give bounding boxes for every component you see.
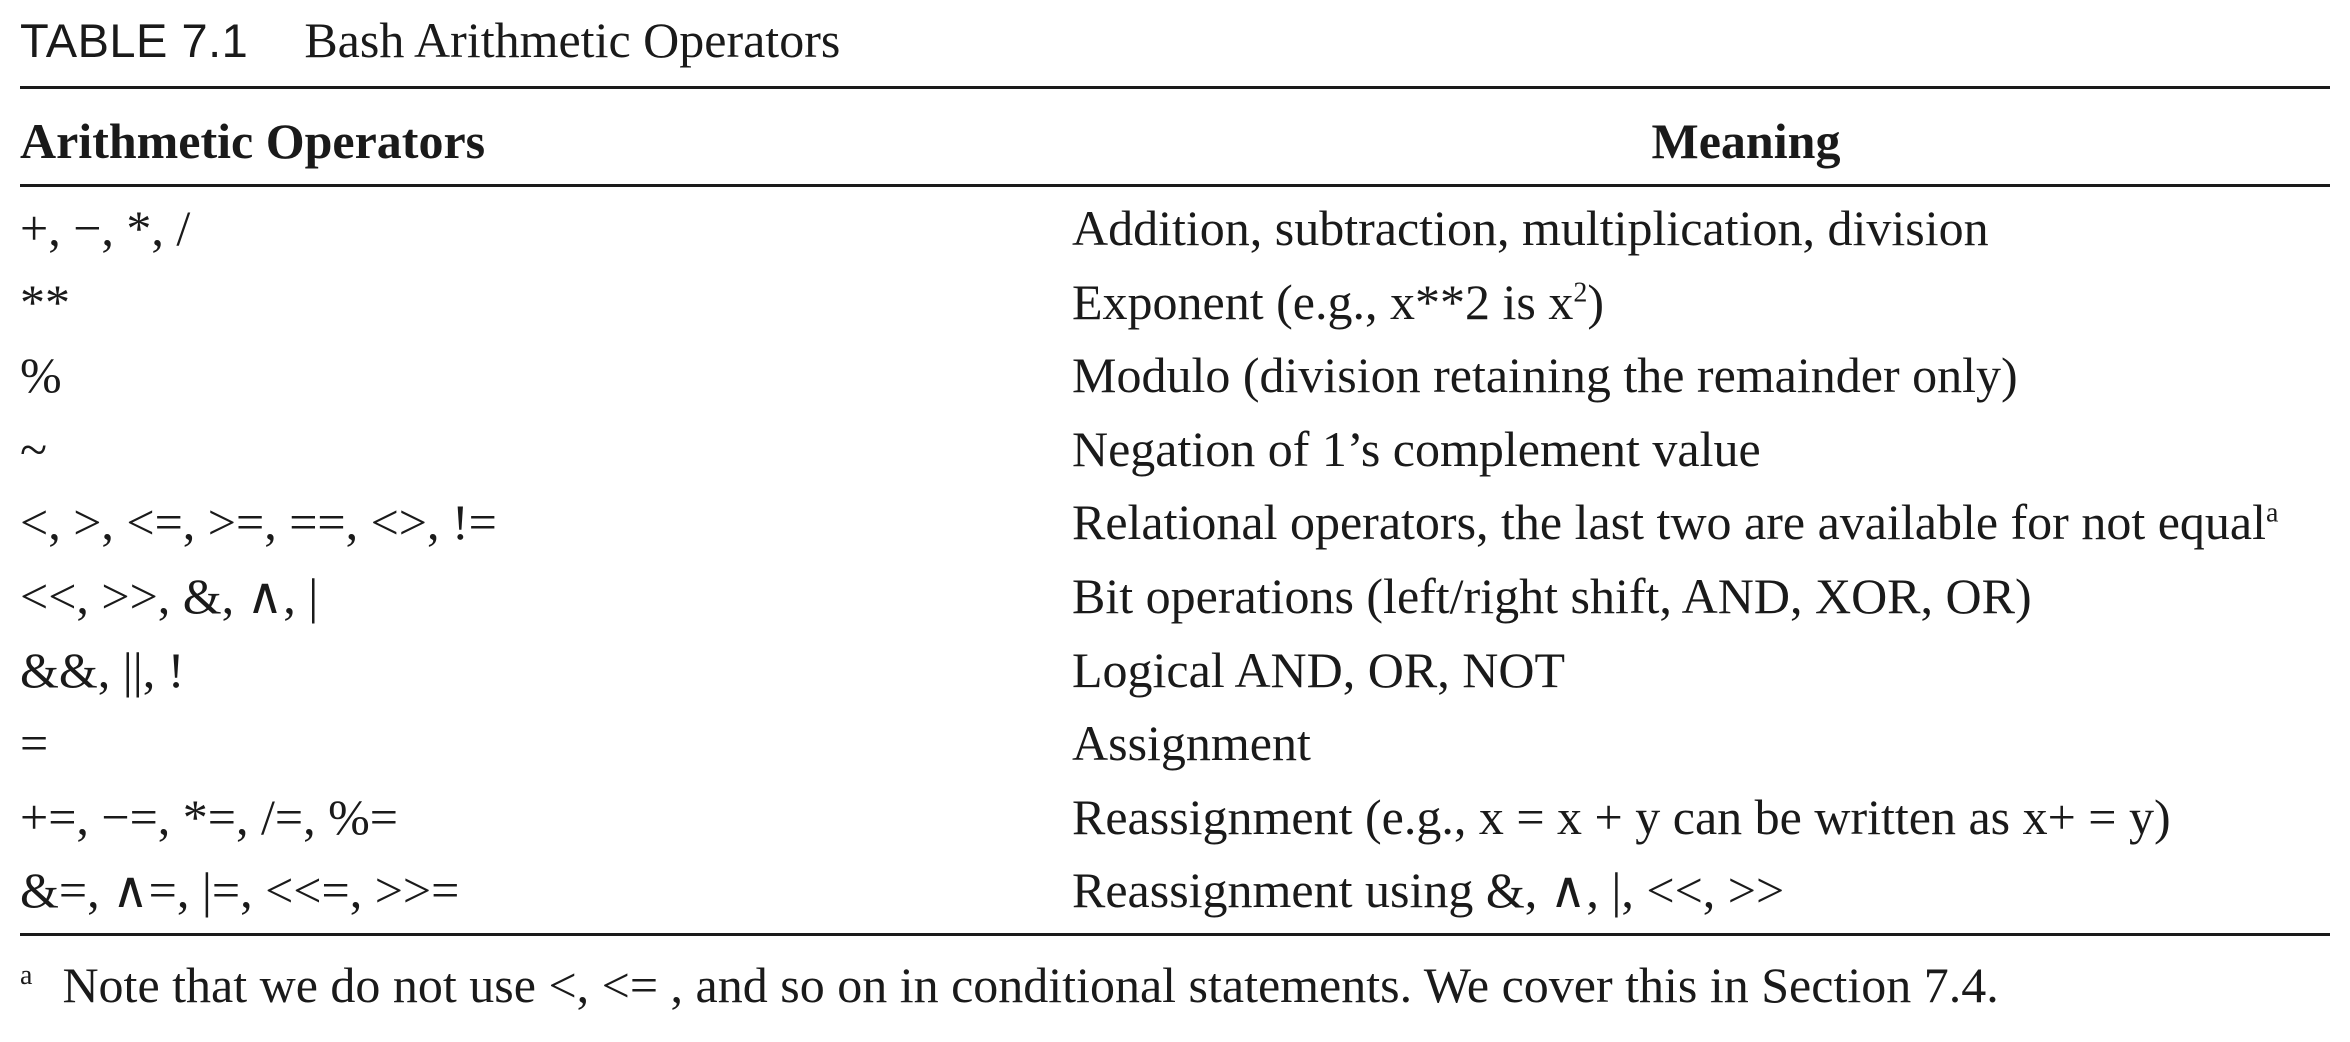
- meaning-cell: Assignment: [1072, 715, 1311, 772]
- table-caption: [20, 10, 840, 70]
- meaning-cell: Reassignment using &, ∧, |, <<, >>: [1072, 862, 1785, 919]
- operator-cell: &=, ∧=, |=, <<=, >>=: [20, 862, 460, 919]
- header-rule: [20, 184, 2330, 187]
- table-body: [20, 192, 2330, 928]
- table-row: [20, 266, 2330, 340]
- table-row: [20, 781, 2330, 855]
- table-header: [20, 108, 2330, 174]
- footnote-ref: a: [2266, 497, 2279, 529]
- table-row: [20, 339, 2330, 413]
- top-rule: [20, 86, 2330, 89]
- table-row: [20, 707, 2330, 781]
- meaning-cell: Reassignment (e.g., x = x + y can be written as x+ = y): [1072, 788, 2171, 845]
- document-page: [20, 0, 2330, 1042]
- meaning-cell: Bit operations (left/right shift, AND, XOR, OR): [1072, 567, 2032, 624]
- operator-cell: **: [20, 273, 70, 330]
- meaning-cell: Exponent (e.g., x**2 is $x^2$): [1072, 273, 1604, 330]
- table-row: [20, 486, 2330, 560]
- meaning-cell: Relational operators, the last two are available for not equal$^a$: [1072, 494, 2279, 551]
- table-row: [20, 854, 2330, 928]
- operator-cell: +=, −=, *=, /=, %=: [20, 788, 398, 845]
- table-row: [20, 634, 2330, 708]
- operator-cell: %: [20, 347, 62, 404]
- operator-cell: <<, >>, &, ∧, |: [20, 567, 319, 624]
- header-meaning: Meaning: [1651, 113, 1841, 169]
- table-number: TABLE 7.1: [20, 14, 249, 67]
- header-operators: Arithmetic Operators: [20, 113, 486, 169]
- meaning-cell: Addition, subtraction, multiplication, division: [1072, 200, 1989, 256]
- table-row: [20, 192, 2330, 266]
- footnote: a Note that we do not use <, <= , and so on in conditional statements. We cover this in Section 7.4.: [20, 957, 1999, 1013]
- meaning-cell: Modulo (division retaining the remainder only): [1072, 347, 2018, 404]
- table-row: [20, 413, 2330, 487]
- operator-cell: =: [20, 715, 49, 772]
- operator-cell: <, >, <=, >=, ==, <>, !=: [20, 494, 497, 551]
- meaning-cell: Logical AND, OR, NOT: [1072, 641, 1565, 698]
- operator-cell: ~: [20, 420, 48, 477]
- operator-cell: &&, ||, !: [20, 641, 185, 698]
- table-title: Bash Arithmetic Operators: [304, 12, 841, 68]
- footnote-text: Note that we do not use <, <= , and so on in conditional statements. We cover this in Section 7.4.: [62, 957, 1999, 1013]
- operator-cell: +, −, *, /: [20, 200, 191, 256]
- table-row: [20, 560, 2330, 634]
- bottom-rule: [20, 933, 2330, 936]
- meaning-cell: Negation of 1’s complement value: [1072, 420, 1761, 477]
